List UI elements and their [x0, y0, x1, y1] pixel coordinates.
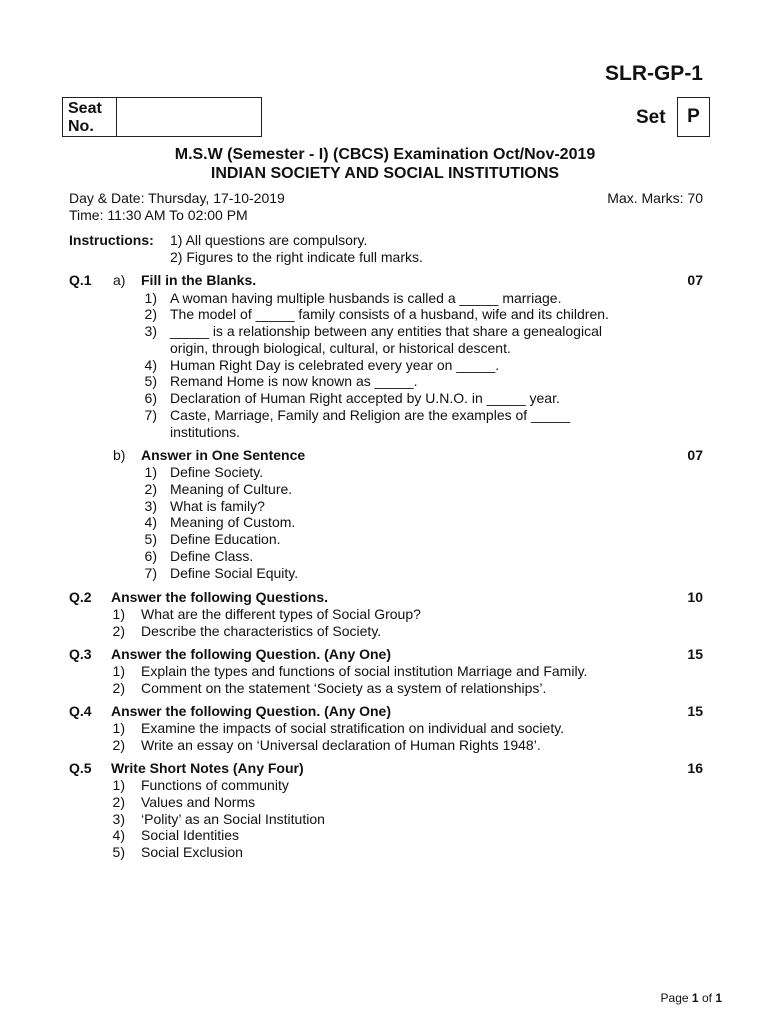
question-item: Define Class. [170, 548, 254, 564]
question-item: What is family? [170, 498, 265, 514]
item-number: 7) [144, 565, 157, 581]
question-number: Q.1 [69, 272, 92, 288]
question-item: Social Exclusion [141, 844, 243, 860]
question-item: Write an essay on ‘Universal declaration of Human Rights 1948’. [141, 737, 541, 753]
item-number: 1) [112, 720, 125, 736]
question-item: Social Identities [141, 827, 240, 843]
question-marks: 15 [687, 646, 703, 662]
item-number: 7) [144, 407, 157, 423]
item-number: 6) [144, 548, 157, 564]
subject-title: INDIAN SOCIETY AND SOCIAL INSTITUTIONS [210, 165, 560, 182]
item-number: 2) [112, 794, 125, 810]
question-item: Declaration of Human Right accepted by U.N.O. in _____ year. [170, 390, 560, 406]
page-word: Page [660, 991, 689, 1005]
question-marks: 10 [687, 589, 703, 605]
set-value-box: P [677, 97, 710, 137]
question-item: Human Right Day is celebrated every year on _____. [170, 357, 500, 373]
question-item: _____ is a relationship between any entities that share a genealogical [170, 323, 602, 339]
question-heading: Fill in the Blanks. [141, 272, 257, 288]
question-item: Describe the characteristics of Society. [141, 623, 382, 639]
day-date: Day & Date: Thursday, 17-10-2019 [69, 190, 285, 206]
instruction-item: 1) All questions are compulsory. [170, 232, 368, 248]
question-marks: 07 [687, 272, 703, 288]
total-pages: 1 [715, 991, 722, 1005]
item-number: 2) [144, 481, 157, 497]
item-number: 1) [112, 663, 125, 679]
question-heading: Answer the following Questions. [111, 589, 329, 605]
seat-label-line2: No. [68, 118, 94, 135]
item-number: 2) [144, 306, 157, 322]
question-item: Define Education. [170, 531, 281, 547]
question-heading: Answer the following Question. (Any One) [111, 703, 392, 719]
item-number: 2) [112, 680, 125, 696]
question-item: Remand Home is now known as _____. [170, 373, 418, 389]
question-item: Define Social Equity. [170, 565, 299, 581]
question-item: Caste, Marriage, Family and Religion are the examples of _____ [170, 407, 570, 423]
exam-title: M.S.W (Semester - I) (CBCS) Examination Oct/Nov-2019 [174, 146, 596, 163]
question-item: Explain the types and functions of social institution Marriage and Family. [141, 663, 588, 679]
item-number: 1) [144, 464, 157, 480]
item-number: 6) [144, 390, 157, 406]
question-number: Q.4 [69, 703, 92, 719]
item-number: 3) [144, 498, 157, 514]
seat-label-line1: Seat [68, 100, 102, 117]
question-item-continued: origin, through biological, cultural, or historical descent. [170, 340, 511, 356]
seat-number-box [62, 97, 262, 137]
question-item: Values and Norms [141, 794, 256, 810]
question-item: Define Society. [170, 464, 264, 480]
question-item: A woman having multiple husbands is called a _____ marriage. [170, 290, 562, 306]
item-number: 5) [144, 531, 157, 547]
question-item: ‘Polity’ as an Social Institution [141, 811, 325, 827]
set-label: Set [636, 107, 666, 128]
item-number: 5) [112, 844, 125, 860]
item-number: 5) [144, 373, 157, 389]
question-item-continued: institutions. [170, 424, 241, 440]
subquestion-letter: b) [113, 447, 126, 463]
question-item: What are the different types of Social Group? [141, 606, 421, 622]
question-item: Examine the impacts of social stratification on individual and society. [141, 720, 565, 736]
item-number: 2) [112, 623, 125, 639]
max-marks: Max. Marks: 70 [607, 190, 703, 206]
item-number: 4) [112, 827, 125, 843]
seat-number-label [63, 98, 117, 136]
question-heading: Write Short Notes (Any Four) [111, 760, 304, 776]
question-item: Functions of community [141, 777, 289, 793]
question-number: Q.3 [69, 646, 92, 662]
item-number: 4) [144, 357, 157, 373]
item-number: 4) [144, 514, 157, 530]
question-item: Comment on the statement ‘Society as a system of relationships’. [141, 680, 547, 696]
exam-time: Time: 11:30 AM To 02:00 PM [69, 207, 248, 223]
question-heading: Answer the following Question. (Any One) [111, 646, 392, 662]
of-word: of [701, 991, 712, 1005]
question-item: The model of _____ family consists of a husband, wife and its children. [170, 306, 609, 322]
question-heading: Answer in One Sentence [141, 447, 306, 463]
question-item: Meaning of Culture. [170, 481, 293, 497]
item-number: 1) [112, 606, 125, 622]
instruction-item: 2) Figures to the right indicate full marks. [170, 249, 423, 265]
item-number: 2) [112, 737, 125, 753]
paper-code: SLR-GP-1 [604, 62, 703, 85]
question-marks: 15 [687, 703, 703, 719]
question-number: Q.5 [69, 760, 92, 776]
question-number: Q.2 [69, 589, 92, 605]
instructions-label: Instructions: [69, 232, 154, 248]
item-number: 1) [112, 777, 125, 793]
current-page: 1 [691, 991, 699, 1005]
question-item: Meaning of Custom. [170, 514, 296, 530]
question-marks: 16 [687, 760, 703, 776]
seat-number-field [117, 98, 261, 136]
question-marks: 07 [687, 447, 703, 463]
item-number: 3) [112, 811, 125, 827]
item-number: 3) [144, 323, 157, 339]
page-footer [600, 991, 722, 1005]
subquestion-letter: a) [113, 272, 126, 288]
item-number: 1) [144, 290, 157, 306]
